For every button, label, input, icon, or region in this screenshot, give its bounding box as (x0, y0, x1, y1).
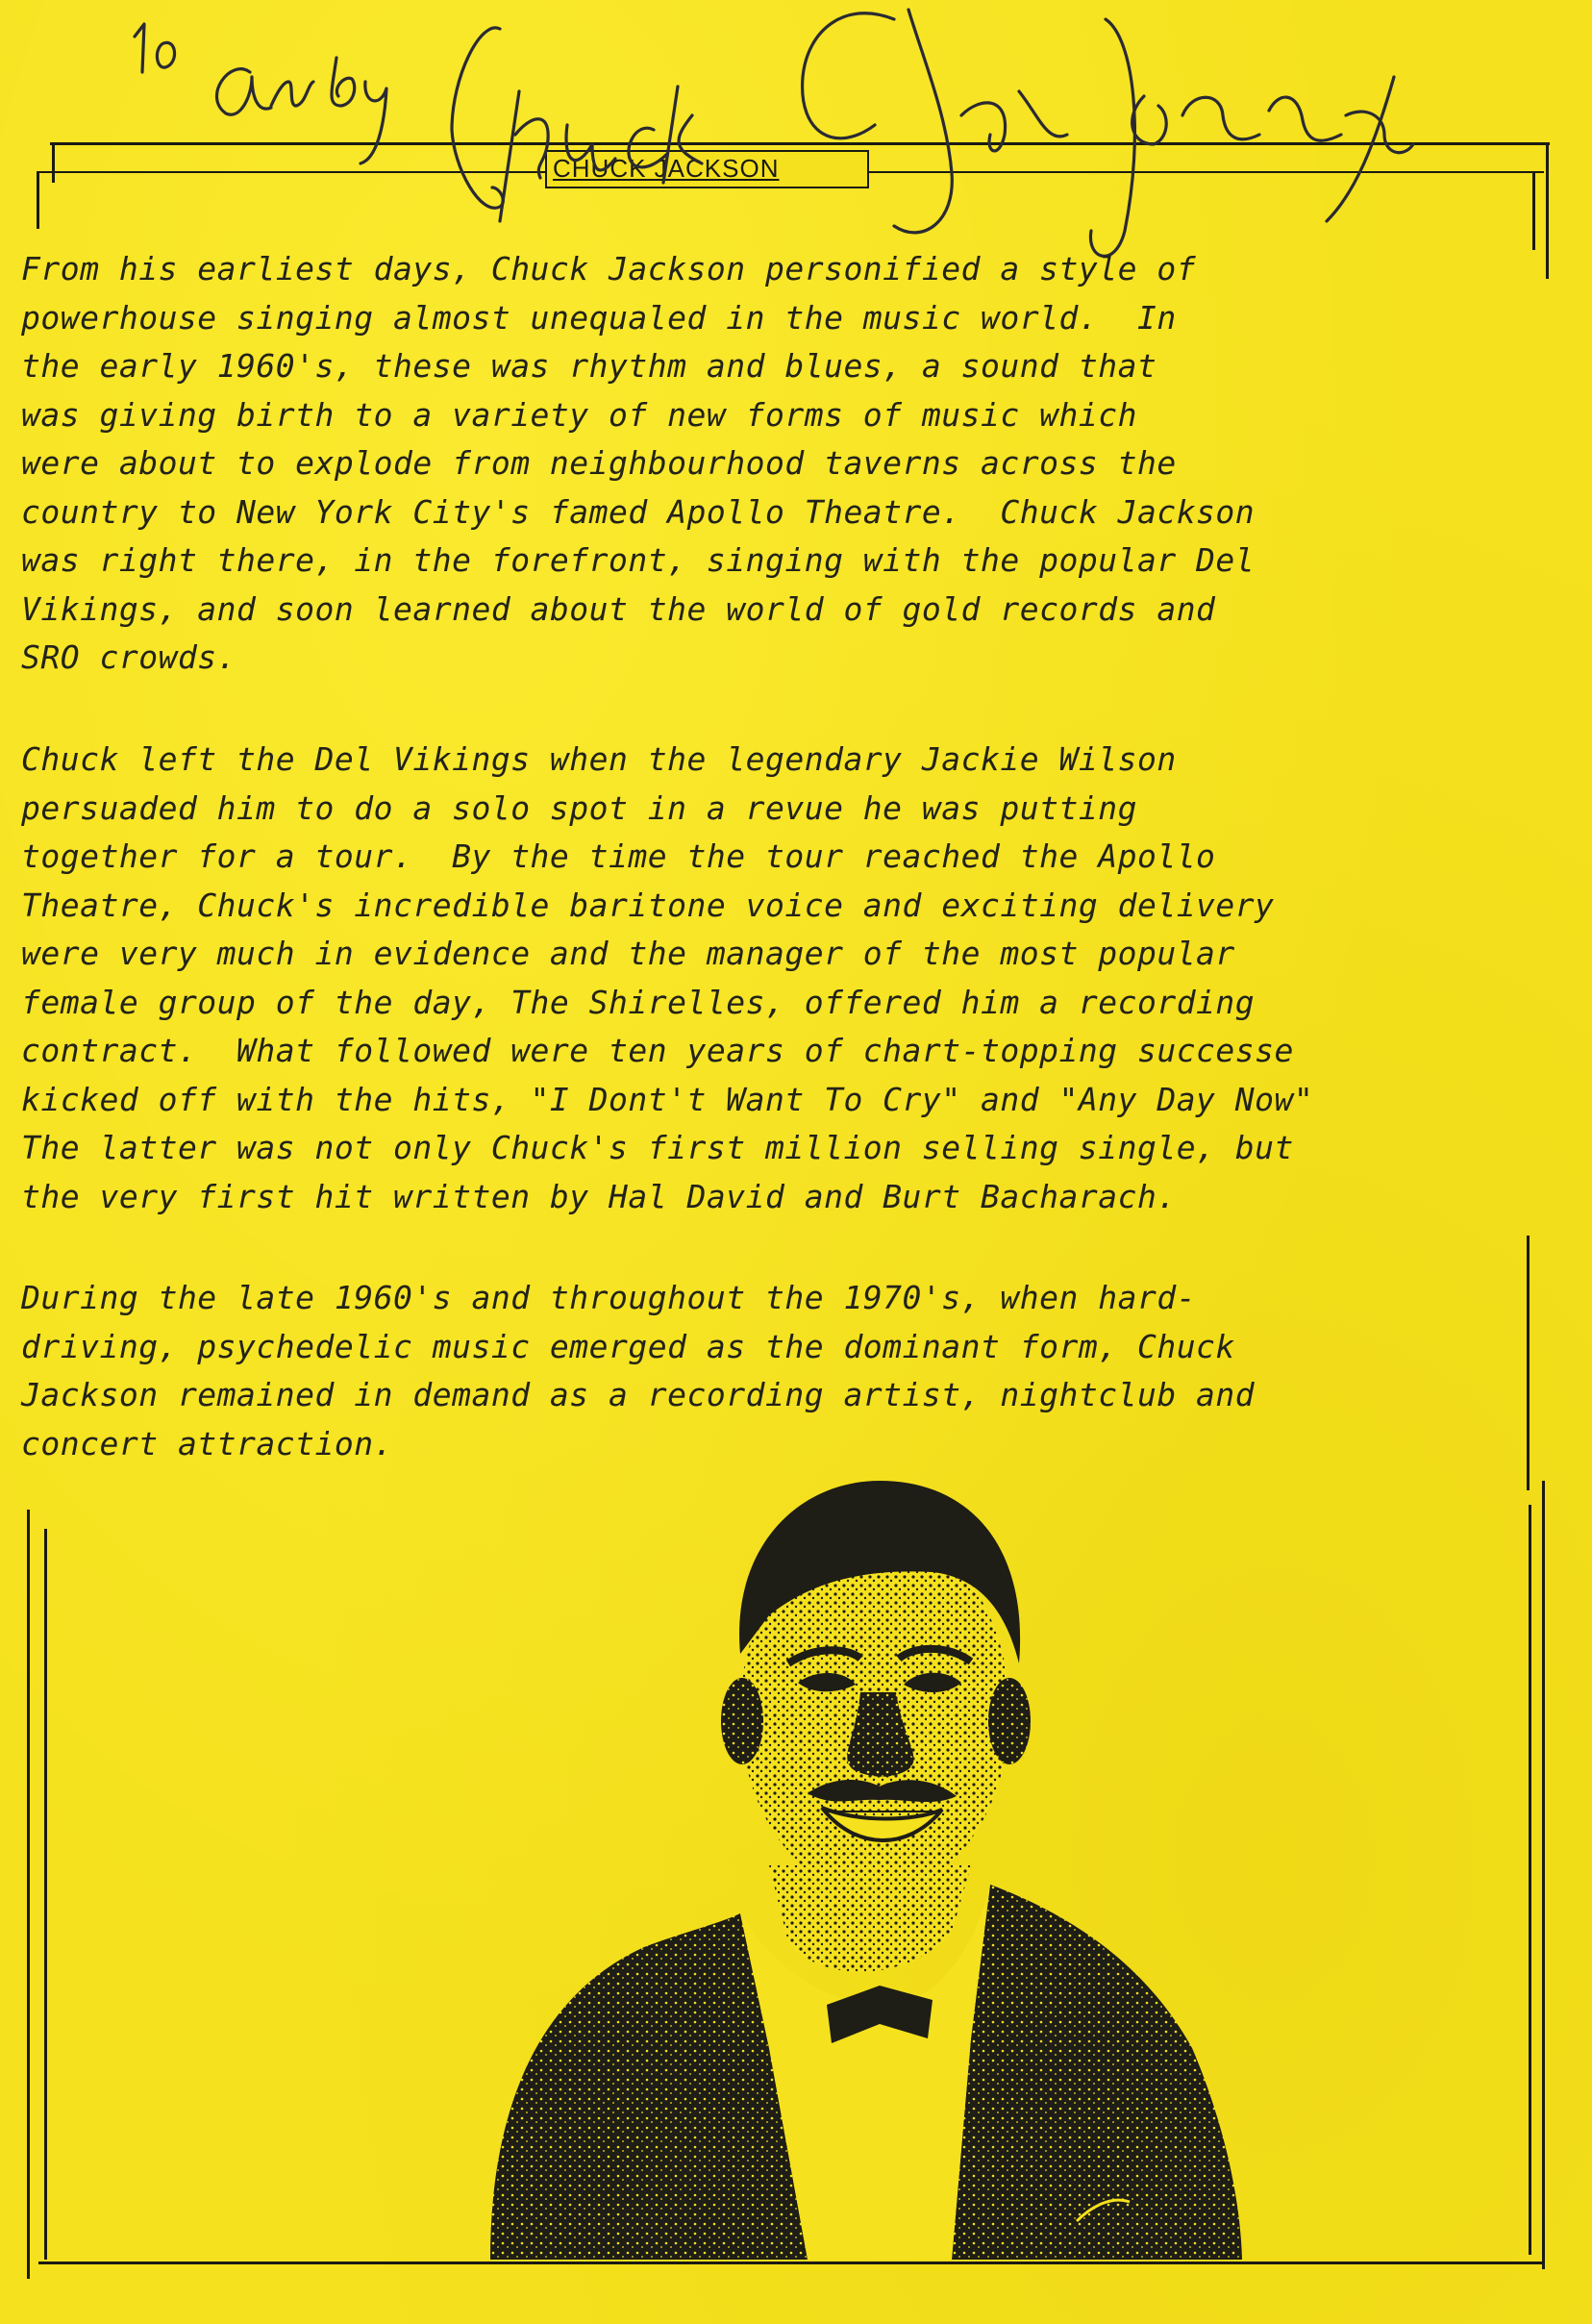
frame-left-line (37, 171, 39, 229)
paragraph-line: Vikings, and soon learned about the world of gold records and (21, 589, 1216, 628)
paragraph-line: Chuck left the Del Vikings when the legendary Jackie Wilson (21, 740, 1177, 778)
handwritten-signature-icon (0, 0, 1592, 279)
paragraph-line: kicked off with the hits, "I Dont't Want To Cry" and "Any Day Now" (21, 1080, 1314, 1118)
paragraph-line: During the late 1960's and throughout the 1970's, when hard- (21, 1279, 1197, 1316)
frame-right-lower-inner-line (1529, 1505, 1531, 2255)
paragraph-line: female group of the day, The Shirelles, offered him a recording (21, 983, 1256, 1021)
paragraph-line: together for a tour. By the time the tour reached the Apollo (21, 837, 1216, 875)
frame-left-lower-inner-line (44, 1529, 47, 2260)
paragraph-line: From his earliest days, Chuck Jackson personified a style of (21, 250, 1197, 287)
paragraph-line: country to New York City's famed Apollo Theatre. Chuck Jackson (21, 492, 1256, 531)
paragraph-line: The latter was not only Chuck's first million selling single, but (21, 1129, 1294, 1166)
paragraph-line: powerhouse singing almost unequaled in the music world. In (21, 298, 1177, 337)
frame-top-line (50, 142, 1550, 145)
paragraph-line: the early 1960's, these was rhythm and blues, a sound that (21, 347, 1157, 385)
paragraph-3 (21, 1274, 1559, 1468)
frame-left-line-inner (52, 144, 55, 183)
paragraph-line: driving, psychedelic music emerged as the dominant form, Chuck (21, 1327, 1235, 1365)
portrait-illustration-icon (452, 1462, 1317, 2279)
paragraph-line: persuaded him to do a solo spot in a revue he was putting (21, 788, 1137, 827)
paragraph-1 (21, 245, 1559, 683)
paragraph-line: SRO crowds. (21, 638, 237, 676)
paragraph-line: Theatre, Chuck's incredible baritone voice and exciting delivery (21, 886, 1275, 924)
paragraph-line: concert attraction. (21, 1424, 393, 1462)
paragraph-line: the very first hit written by Hal David and Burt Bacharach. (21, 1177, 1177, 1215)
paragraph-2 (21, 736, 1559, 1221)
paragraph-line: contract. What followed were ten years of chart-topping successe (21, 1032, 1294, 1069)
page-title: CHUCK JACKSON (553, 154, 780, 183)
paragraph-line: Jackson remained in demand as a recording artist, nightclub and (21, 1376, 1256, 1413)
paragraph-line: were very much in evidence and the manager of the most popular (21, 935, 1235, 972)
paragraph-line: was giving birth to a variety of new forms of music which (21, 395, 1137, 434)
frame-right-line-inner (1532, 173, 1535, 250)
paragraph-line: was right there, in the forefront, singing with the popular Del (21, 541, 1256, 579)
frame-right-lower-line (1542, 1481, 1545, 2269)
frame-left-lower-line (27, 1510, 30, 2279)
paragraph-line: were about to explode from neighbourhood taverns across the (21, 444, 1177, 482)
